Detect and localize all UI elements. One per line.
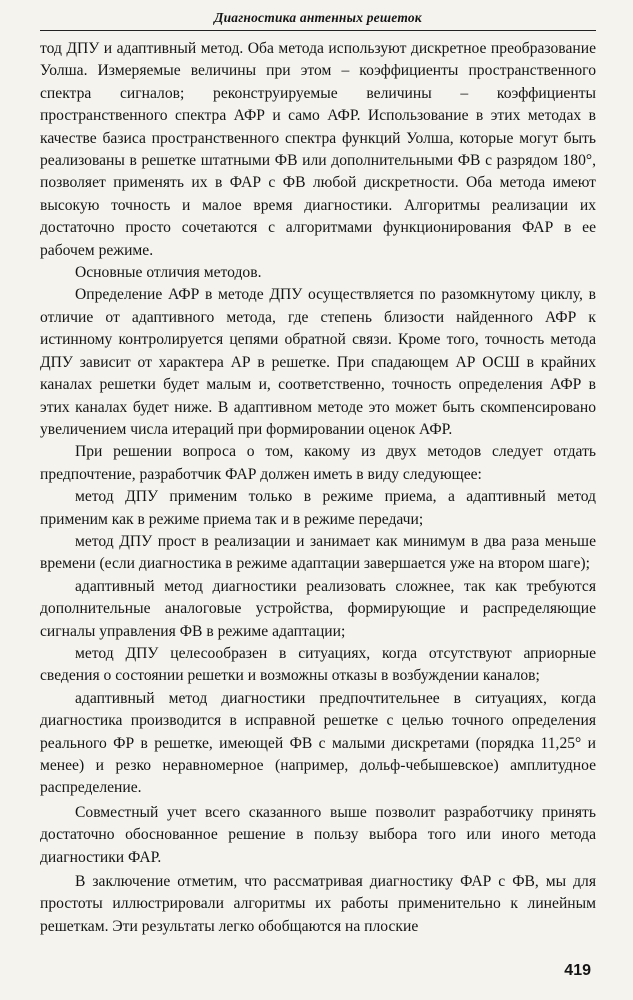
page-number: 419 (564, 962, 591, 979)
list-item-dpu-receive-only: метод ДПУ применим только в режиме приема, а адаптивный метод применим как в режиме приема так и в режиме передачи; (40, 488, 596, 528)
paragraph-differences-heading: Основные отличия методов. (75, 264, 262, 282)
paragraph-afr-determination: Определение АФР в методе ДПУ осуществляется по разомкнутому циклу, в отличие от адаптивного метода, где степень близости найденного АФР к истинному контролируется цепями обратной связи. Кроме того, точность метода ДПУ зависит от характера АР в решетке. При спадающем АР ОСШ в крайних каналах решетки будет малым и, соответственно, точность определения АФР в этих каналах будет ниже. В адаптивном методе это может быть скомпенсировано увеличением числа итераций при формировании оценок АФР. (40, 286, 596, 438)
paragraph-conclusion: В заключение отметим, что рассматривая диагностику ФАР с ФВ, мы для простоты иллюстрировали алгоритмы их работы применительно к линейным решеткам. Эти результаты легко обобщаются на плоские (40, 873, 596, 935)
list-item-adaptive-preferred: адаптивный метод диагностики предпочтительнее в ситуациях, когда диагностика производится в исправной решетке с целью точного определения реального ФР в решетке, имеющей ФВ с малыми дискретами (порядка 11,25° и менее) и резко неравномерное (например, дольф-чебышевское) амплитудное распределение. (40, 689, 596, 797)
list-item-dpu-simple: метод ДПУ прост в реализации и занимает как минимум в два раза меньше времени (если диагностика в режиме адаптации завершается уже на втором шаге); (40, 532, 596, 573)
paragraph-choice-intro: При решении вопроса о том, какому из двух методов следует отдать предпочтение, разработчик ФАР должен иметь в виду следующее: (40, 443, 596, 483)
paragraph-joint-account: Совместный учет всего сказанного выше позволит разработчику принять достаточно обоснованное решение в пользу выбора того или иного метода диагностики ФАР. (40, 803, 596, 866)
list-item-adaptive-complex: адаптивный метод диагностики реализовать сложнее, так как требуются дополнительные аналоговые устройства, формирующие и распределяющие сигналы управления ФВ в режиме адаптации; (40, 577, 596, 640)
header-title: Диагностика антенных решеток (214, 10, 422, 25)
body-text (40, 38, 596, 938)
list-item-dpu-apriori: метод ДПУ целесообразен в ситуациях, когда отсутствуют априорные сведения о состоянии решетки и возможны отказы в возбуждении каналов; (40, 644, 596, 685)
running-header (40, 8, 596, 31)
paragraph-continuation: тод ДПУ и адаптивный метод. Оба метода используют дискретное преобразование Уолша. Измеряемые величины при этом – коэффициенты пространственного спектра сигналов; реконструируемые величины – коэффициенты пространственного спектра АФР и само АФР. Использование в этих методах в качестве базиса пространственного спектра функций Уолша, которые могут быть реализованы в решетке штатными ФВ или дополнительными ФВ с разрядом 180°, позволяет применять их в ФАР с ФВ любой дискретности. Оба метода имеют высокую точность и малое время диагностики. Алгоритмы реализации их достаточно просто сочетаются с алгоритмами функционирования ФАР в ее рабочем режиме. (40, 40, 596, 259)
